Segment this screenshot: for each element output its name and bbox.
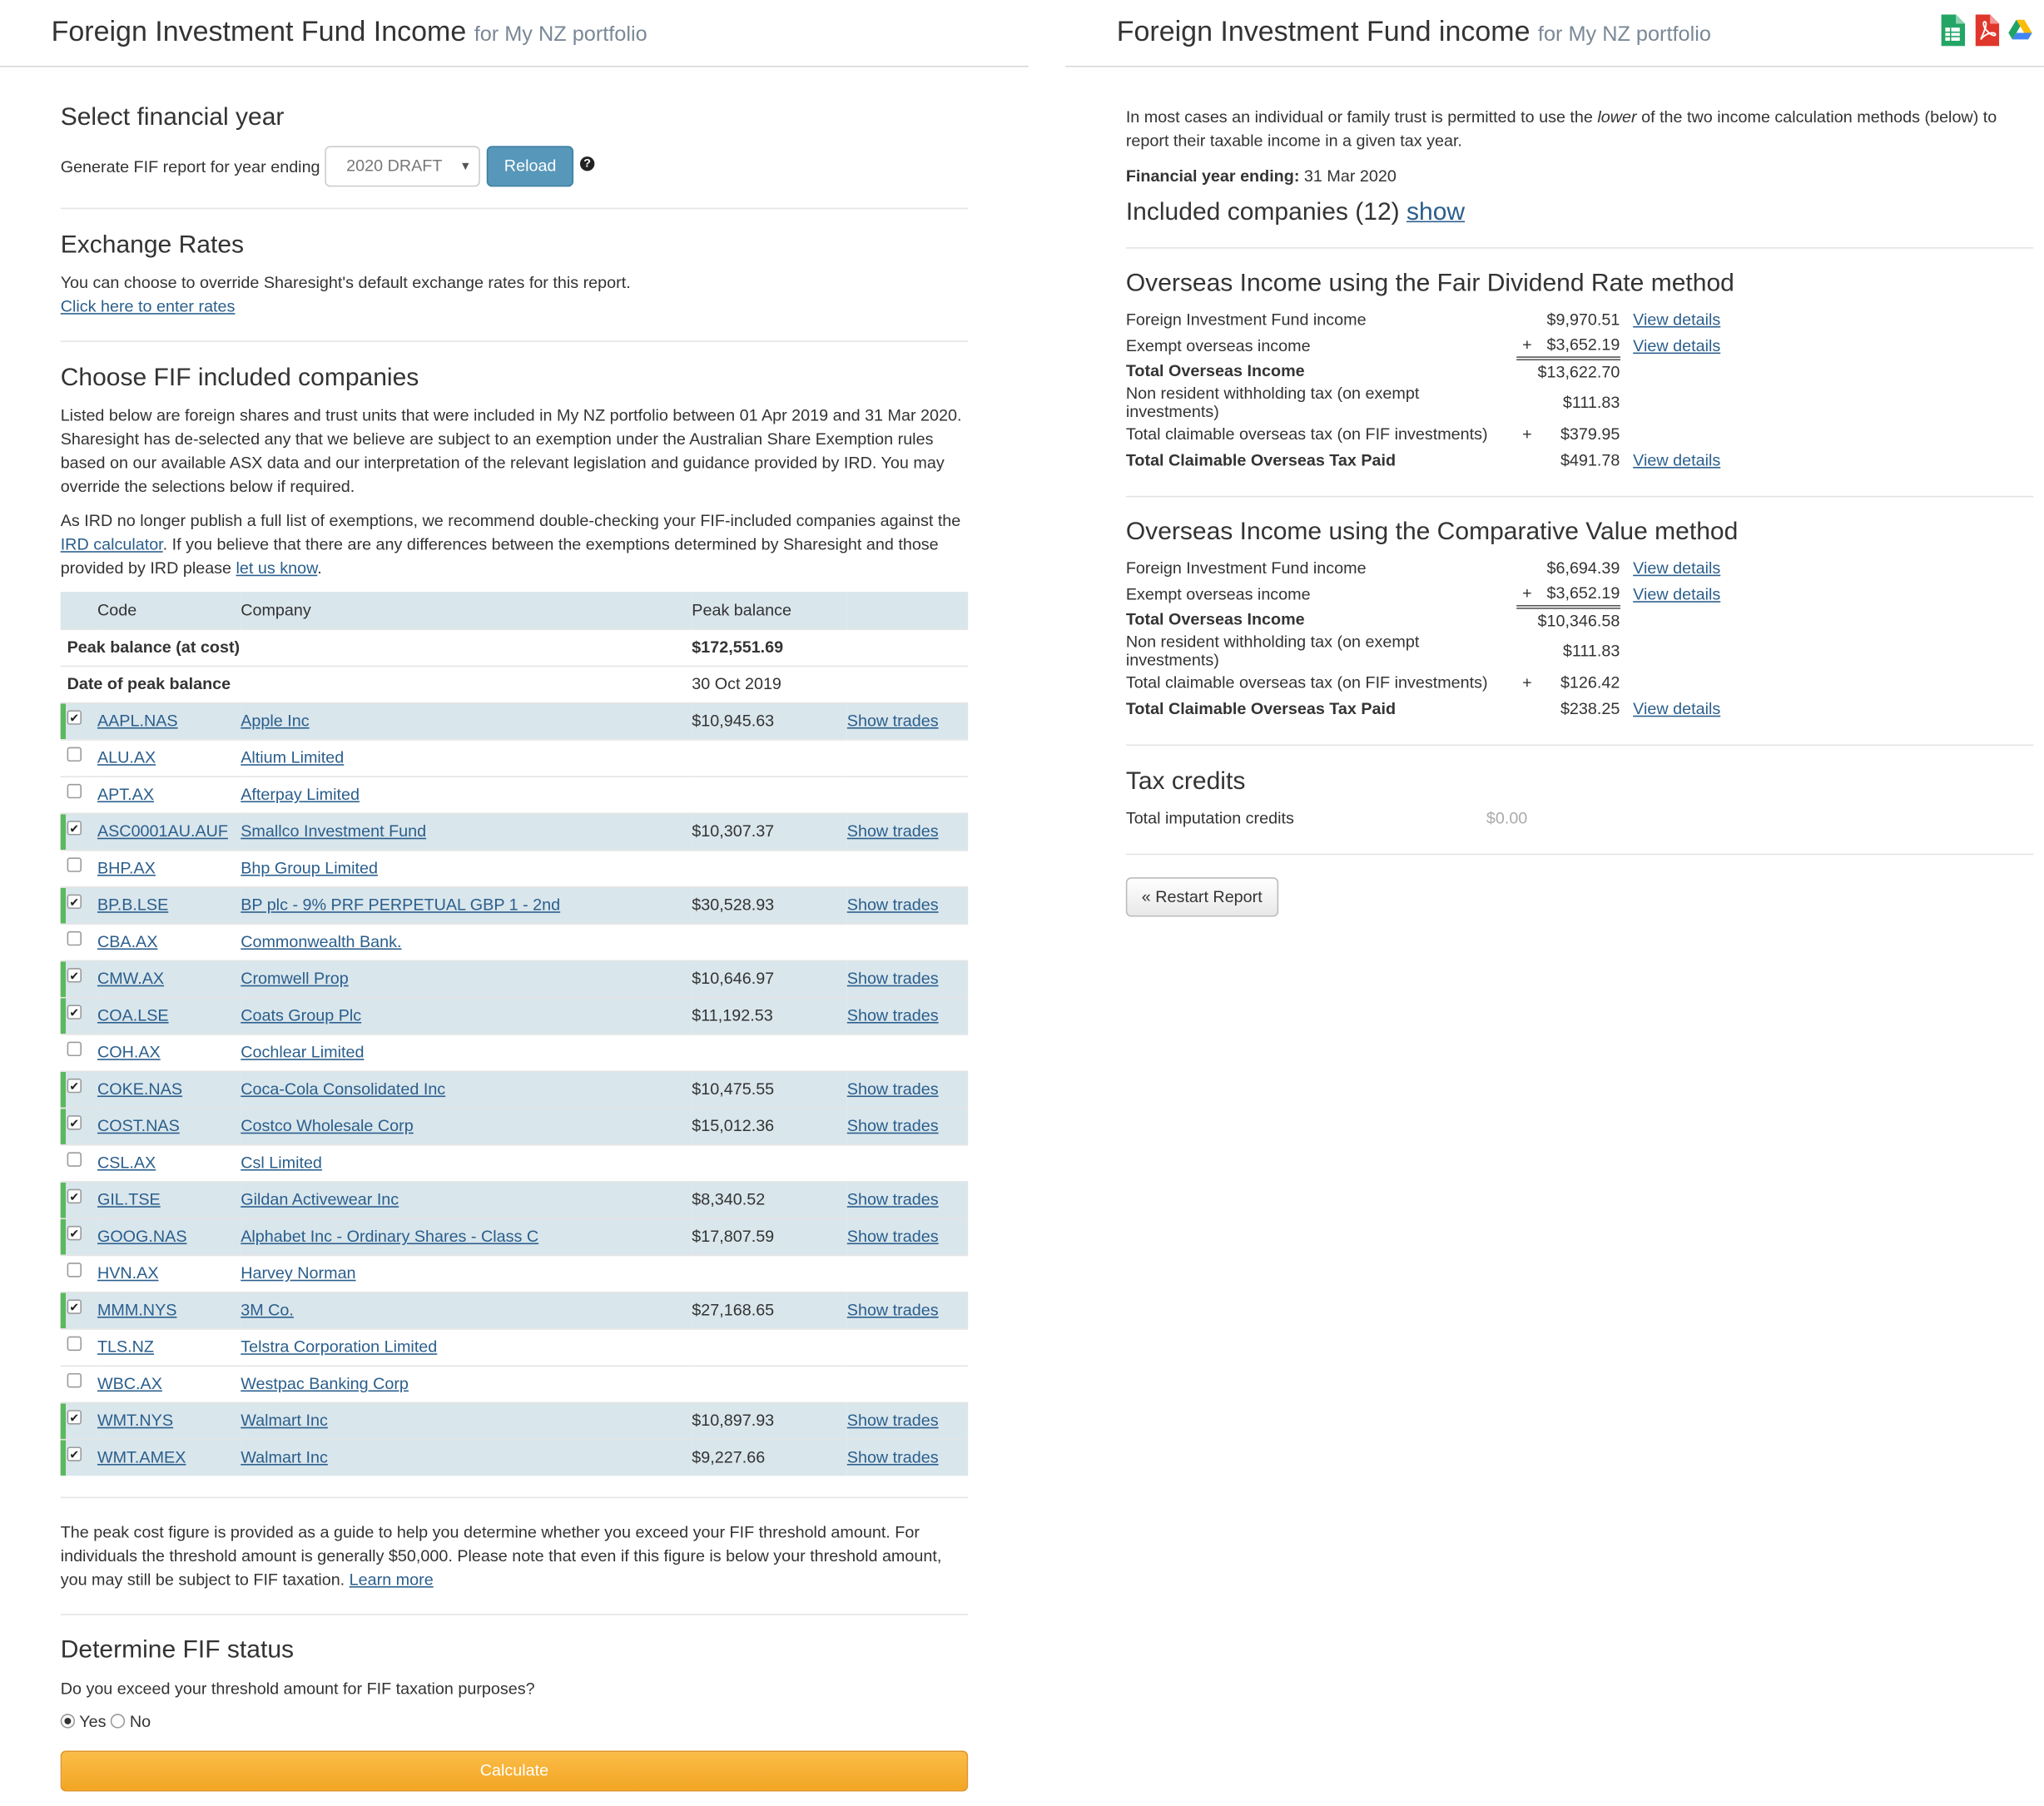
company-row — [61, 776, 968, 812]
fdr-heading: Overseas Income using the Fair Dividend Rate method — [1125, 269, 1734, 298]
company-name-link[interactable]: Smallco Investment Fund — [241, 821, 427, 841]
company-row — [61, 923, 968, 960]
imputation-credits-value: $0.00 — [1486, 808, 1528, 827]
company-row — [61, 702, 968, 739]
fif-status-section — [61, 1615, 968, 1792]
company-name-link[interactable]: Gildan Activewear Inc — [241, 1190, 399, 1209]
company-row — [61, 1402, 968, 1439]
include-checkbox[interactable]: ✔ — [67, 1005, 82, 1019]
include-checkbox[interactable]: ✔ — [67, 1115, 82, 1129]
cv-claimable-value: $126.42 — [1560, 673, 1620, 692]
include-checkbox[interactable]: ✔ — [67, 894, 82, 908]
include-checkbox[interactable] — [67, 1263, 82, 1277]
cv-fif-income-view-details[interactable]: View details — [1633, 558, 1721, 578]
company-name-link[interactable]: Coats Group Plc — [241, 1006, 362, 1025]
company-peak-balance: $8,340.52 — [692, 1181, 846, 1218]
show-trades-link[interactable]: Show trades — [846, 821, 939, 841]
company-code-link[interactable]: WMT.AMEX — [97, 1448, 186, 1467]
company-name-link[interactable]: Walmart Inc — [241, 1448, 328, 1467]
fdr-table — [1126, 306, 1764, 474]
company-peak-balance: $17,807.59 — [692, 1218, 846, 1254]
fdr-nrwt-value: $111.83 — [1562, 394, 1620, 413]
company-code-link[interactable]: APT.AX — [97, 785, 155, 804]
fdr-exempt-row: Exempt overseas income + $3,652.19 View details — [1126, 333, 1764, 359]
include-checkbox[interactable] — [67, 783, 82, 797]
company-code-link[interactable]: MMM.NYS — [97, 1301, 177, 1320]
include-checkbox[interactable]: ✔ — [67, 1446, 82, 1461]
company-row — [61, 1181, 968, 1218]
company-code-link[interactable]: ALU.AX — [97, 748, 156, 767]
company-name-link[interactable]: Alphabet Inc - Ordinary Shares - Class C — [241, 1227, 539, 1246]
page-header — [0, 0, 1029, 67]
include-checkbox[interactable]: ✔ — [67, 1225, 82, 1239]
company-code-link[interactable]: ASC0001AU.AUF — [97, 821, 228, 841]
yes-label: Yes — [79, 1712, 107, 1731]
show-trades-link[interactable]: Show trades — [846, 1411, 939, 1430]
ird-calculator-link[interactable]: IRD calculator — [60, 535, 163, 554]
company-code-link[interactable]: COA.LSE — [97, 1006, 169, 1025]
threshold-note-section — [61, 1498, 968, 1615]
company-code-link[interactable]: COST.NAS — [97, 1116, 180, 1135]
company-code-link[interactable]: CMW.AX — [97, 969, 165, 988]
cv-section — [1126, 497, 2033, 746]
show-trades-link[interactable]: Show trades — [846, 969, 939, 988]
company-header: Company — [241, 592, 692, 628]
company-row — [61, 1292, 968, 1328]
let-us-know-link[interactable]: let us know — [236, 558, 318, 578]
page-title: Foreign Investment Fund Income for My NZ portfolio — [51, 15, 647, 47]
fdr-nrwt-row: Non resident withholding tax (on exempt investments) $111.83 — [1125, 385, 1620, 422]
reload-button[interactable]: Reload — [487, 146, 573, 186]
peak-balance-label: Peak balance (at cost) — [61, 628, 692, 665]
company-code-link[interactable]: CBA.AX — [97, 932, 158, 951]
include-checkbox[interactable]: ✔ — [67, 1410, 82, 1424]
company-code-link[interactable]: BHP.AX — [97, 859, 156, 878]
company-code-link[interactable]: GOOG.NAS — [97, 1227, 187, 1246]
company-peak-balance — [692, 1034, 846, 1070]
company-row — [61, 1255, 968, 1292]
financial-year-section — [61, 67, 968, 210]
results-intro — [1126, 67, 2033, 249]
company-name-link[interactable]: Altium Limited — [241, 748, 345, 767]
fdr-total-value: $13,622.70 — [1537, 359, 1620, 385]
cv-fif-income-value: $6,694.39 — [1546, 558, 1620, 578]
company-row — [61, 1218, 968, 1254]
page-subtitle: for My NZ portfolio — [474, 23, 647, 47]
company-name-link[interactable]: Costco Wholesale Corp — [241, 1116, 414, 1135]
show-trades-link[interactable]: Show trades — [846, 1301, 939, 1320]
cv-exempt-view-details[interactable]: View details — [1633, 584, 1721, 603]
include-checkbox[interactable] — [67, 1336, 82, 1350]
peak-date-row — [61, 666, 968, 702]
tax-credits-section — [1126, 746, 2033, 855]
company-peak-balance — [692, 1144, 846, 1181]
company-peak-balance: $10,646.97 — [692, 960, 846, 997]
fdr-fif-income-value: $9,970.51 — [1546, 310, 1620, 329]
fdr-section — [1126, 249, 2033, 498]
threshold-note: The peak cost figure is provided as a guide to help you determine whether you exceed your FIF threshold amount. For individuals the threshold amount is generally $50,000. Please note that even if this figure is below your threshold amount, you may still be subject to FIF taxation. Learn more — [60, 1523, 942, 1590]
company-peak-balance: $10,945.63 — [692, 702, 846, 739]
ird-note: As IRD no longer publish a full list of exemptions, we recommend double-checking your FIF-included companies against the IRD calculator. If you believe that there are any differences between the exemptions determined by Sharesight and those provided by IRD please let us know. — [60, 511, 961, 578]
company-row — [61, 1439, 968, 1476]
company-name-link[interactable]: Apple Inc — [241, 711, 310, 731]
company-row — [61, 739, 968, 776]
cv-heading: Overseas Income using the Comparative Value method — [1125, 518, 1739, 546]
help-icon[interactable]: ? — [580, 156, 594, 171]
company-name-link[interactable]: Afterpay Limited — [241, 785, 360, 804]
company-name-link[interactable]: Cochlear Limited — [241, 1043, 365, 1062]
imputation-credits-label: Total imputation credits — [1125, 808, 1294, 827]
company-peak-balance — [692, 1365, 846, 1402]
company-row — [61, 886, 968, 923]
company-code-link[interactable]: WMT.NYS — [97, 1411, 174, 1430]
company-peak-balance — [692, 1255, 846, 1292]
cv-table — [1126, 555, 1764, 722]
companies-table-header — [61, 592, 968, 628]
companies-table — [61, 592, 968, 1476]
company-name-link[interactable]: Coca-Cola Consolidated Inc — [241, 1079, 446, 1099]
chevron-down-icon: ▼ — [459, 159, 472, 173]
company-code-link[interactable]: AAPL.NAS — [97, 711, 178, 731]
include-checkbox[interactable]: ✔ — [67, 821, 82, 835]
company-peak-balance — [692, 776, 846, 812]
company-peak-balance — [692, 1328, 846, 1365]
company-peak-balance — [692, 850, 846, 886]
company-row — [61, 997, 968, 1034]
cv-nrwt-row: Non resident withholding tax (on exempt investments) $111.83 — [1125, 633, 1620, 671]
intro-text: In most cases an individual or family trust is permitted to use the lower of the two income calculation methods (below) to report their taxable income in a given tax year. — [1125, 107, 1997, 151]
export-icons — [1939, 14, 2034, 46]
include-checkbox[interactable] — [67, 1372, 82, 1387]
company-code-link[interactable]: COKE.NAS — [97, 1079, 183, 1099]
choose-companies-description: Listed below are foreign shares and trust units that were included in My NZ portfolio between 01 Apr 2019 and 31 Mar 2020. Sharesight has de-selected any that we believe are subject to an exemption under the Australian Share Exemption rules based on our available ASX data and our interpretation of the relevant legislation and guidance provided by IRD. You may override the selections below if required. — [60, 406, 962, 496]
code-header: Code — [97, 592, 241, 628]
fdr-total-tax-value: $491.78 — [1560, 451, 1620, 470]
financial-year-label: Generate FIF report for year ending — [60, 156, 320, 176]
include-checkbox[interactable]: ✔ — [67, 968, 82, 982]
show-companies-link[interactable]: show — [1406, 198, 1466, 226]
learn-more-link[interactable]: Learn more — [349, 1570, 434, 1590]
tax-credits-heading: Tax credits — [1125, 767, 1246, 796]
peak-balance-row — [61, 628, 968, 665]
company-row — [61, 1108, 968, 1144]
fdr-exempt-view-details[interactable]: View details — [1633, 336, 1721, 355]
no-label: No — [129, 1712, 151, 1731]
results-title: Foreign Investment Fund income for My NZ portfolio — [1116, 15, 1711, 47]
fdr-fif-income-row: Foreign Investment Fund income $9,970.51 View details — [1126, 306, 1764, 332]
fdr-claimable-value: $379.95 — [1560, 424, 1620, 444]
company-row — [61, 1144, 968, 1181]
cv-fif-income-row: Foreign Investment Fund income $6,694.39 View details — [1126, 555, 1764, 581]
company-code-link[interactable]: BP.B.LSE — [97, 896, 169, 915]
cv-nrwt-value: $111.83 — [1562, 642, 1620, 661]
results-header — [1065, 0, 2044, 67]
show-trades-link[interactable]: Show trades — [846, 711, 939, 731]
company-code-link[interactable]: HVN.AX — [97, 1263, 159, 1283]
calculate-button[interactable]: Calculate — [61, 1751, 968, 1792]
fdr-tax-view-details[interactable]: View details — [1633, 451, 1721, 470]
company-row — [61, 850, 968, 886]
peak-date-value: 30 Oct 2019 — [692, 666, 846, 702]
show-trades-link[interactable]: Show trades — [846, 1448, 939, 1467]
show-trades-link[interactable]: Show trades — [846, 896, 939, 915]
company-peak-balance — [692, 923, 846, 960]
include-checkbox[interactable] — [67, 1152, 82, 1166]
cv-exempt-row: Exempt overseas income + $3,652.19 View details — [1126, 581, 1764, 607]
company-name-link[interactable]: 3M Co. — [241, 1301, 294, 1320]
fif-results-panel — [1065, 0, 2044, 916]
included-companies-heading: Included companies (12) show — [1125, 198, 1466, 226]
fif-status-heading: Determine FIF status — [60, 1636, 295, 1665]
fdr-fif-income-view-details[interactable]: View details — [1633, 310, 1721, 329]
company-name-link[interactable]: Bhp Group Limited — [241, 859, 378, 878]
company-row — [61, 813, 968, 850]
exchange-rates-section — [61, 209, 968, 342]
cv-total-row: Total Overseas Income $10,346.58 — [1126, 607, 1764, 633]
exchange-rates-heading: Exchange Rates — [60, 231, 245, 260]
company-code-link[interactable]: CSL.AX — [97, 1154, 156, 1173]
cv-total-value: $10,346.58 — [1537, 607, 1620, 633]
include-checkbox[interactable] — [67, 857, 82, 871]
peak-date-label: Date of peak balance — [61, 666, 692, 702]
cv-tax-view-details[interactable]: View details — [1633, 699, 1721, 718]
cv-exempt-value: $3,652.19 — [1546, 583, 1620, 603]
exchange-rates-text: You can choose to override Sharesight's default exchange rates for this report. — [60, 273, 631, 292]
company-row — [61, 1070, 968, 1107]
choose-companies-heading: Choose FIF included companies — [60, 364, 419, 392]
company-row — [61, 1034, 968, 1070]
company-row — [61, 960, 968, 997]
cv-total-tax-row: Total Claimable Overseas Tax Paid $238.25 View details — [1126, 696, 1764, 722]
pdf-icon[interactable] — [1973, 14, 2000, 46]
include-checkbox[interactable] — [67, 1041, 82, 1055]
spreadsheet-icon[interactable] — [1939, 14, 1966, 46]
company-name-link[interactable]: Westpac Banking Corp — [241, 1374, 409, 1393]
company-peak-balance — [692, 739, 846, 776]
fdr-total-row: Total Overseas Income $13,622.70 — [1126, 359, 1764, 385]
company-code-link[interactable]: TLS.NZ — [97, 1337, 155, 1357]
cv-total-tax-value: $238.25 — [1560, 699, 1620, 718]
show-trades-link[interactable]: Show trades — [846, 1227, 939, 1246]
show-trades-link[interactable]: Show trades — [846, 1116, 939, 1135]
company-name-link[interactable]: Harvey Norman — [241, 1263, 356, 1283]
financial-year-value: 2020 DRAFT — [346, 156, 443, 176]
financial-year-select[interactable] — [325, 146, 480, 186]
google-drive-icon[interactable] — [2007, 17, 2034, 44]
peak-balance-header: Peak balance — [692, 592, 846, 628]
included-companies-section — [61, 342, 968, 1498]
company-name-link[interactable]: Commonwealth Bank. — [241, 932, 402, 951]
financial-year-ending: Financial year ending: 31 Mar 2020 — [1125, 166, 1397, 186]
company-peak-balance: $10,897.93 — [692, 1402, 846, 1439]
company-name-link[interactable]: BP plc - 9% PRF PERPETUAL GBP 1 - 2nd — [241, 896, 561, 915]
financial-year-heading: Select financial year — [60, 103, 285, 132]
company-peak-balance: $10,475.55 — [692, 1070, 846, 1107]
show-trades-link[interactable]: Show trades — [846, 1190, 939, 1209]
company-code-link[interactable]: GIL.TSE — [97, 1190, 161, 1209]
company-peak-balance: $10,307.37 — [692, 813, 846, 850]
enter-rates-link[interactable]: Click here to enter rates — [60, 297, 236, 316]
company-name-link[interactable]: Telstra Corporation Limited — [241, 1337, 438, 1357]
no-radio[interactable] — [111, 1714, 125, 1728]
company-name-link[interactable]: Csl Limited — [241, 1154, 322, 1173]
include-checkbox[interactable] — [67, 930, 82, 945]
fdr-exempt-value: $3,652.19 — [1546, 335, 1620, 355]
company-peak-balance: $27,168.65 — [692, 1292, 846, 1328]
cv-claimable-row: Total claimable overseas tax (on FIF investments) + $126.42 — [1126, 670, 1764, 696]
company-code-link[interactable]: WBC.AX — [97, 1374, 162, 1393]
include-checkbox[interactable] — [67, 747, 82, 761]
tax-credits-table — [1126, 805, 1529, 831]
company-peak-balance: $15,012.36 — [692, 1108, 846, 1144]
company-peak-balance: $30,528.93 — [692, 886, 846, 923]
fif-settings-panel — [0, 0, 1029, 1792]
results-subtitle: for My NZ portfolio — [1537, 23, 1711, 47]
fdr-total-tax-row: Total Claimable Overseas Tax Paid $491.78 View details — [1126, 448, 1764, 474]
company-peak-balance: $11,192.53 — [692, 997, 846, 1034]
include-checkbox[interactable]: ✔ — [67, 1299, 82, 1313]
include-checkbox[interactable]: ✔ — [67, 710, 82, 724]
company-row — [61, 1365, 968, 1402]
show-trades-link[interactable]: Show trades — [846, 1079, 939, 1099]
peak-balance-value: $172,551.69 — [692, 628, 846, 665]
include-checkbox[interactable]: ✔ — [67, 1078, 82, 1092]
fif-status-options — [61, 1713, 968, 1731]
company-row — [61, 1328, 968, 1365]
fif-status-question: Do you exceed your threshold amount for FIF taxation purposes? — [60, 1679, 535, 1699]
fdr-claimable-row: Total claimable overseas tax (on FIF investments) + $379.95 — [1126, 421, 1764, 447]
company-name-link[interactable]: Walmart Inc — [241, 1411, 328, 1430]
restart-report-button[interactable]: « Restart Report — [1126, 877, 1278, 916]
yes-radio[interactable] — [61, 1714, 75, 1728]
company-code-link[interactable]: COH.AX — [97, 1043, 161, 1062]
imputation-credits-row — [1126, 805, 1529, 831]
company-peak-balance: $9,227.66 — [692, 1439, 846, 1476]
show-trades-link[interactable]: Show trades — [846, 1006, 939, 1025]
include-checkbox[interactable]: ✔ — [67, 1188, 82, 1203]
company-name-link[interactable]: Cromwell Prop — [241, 969, 349, 988]
